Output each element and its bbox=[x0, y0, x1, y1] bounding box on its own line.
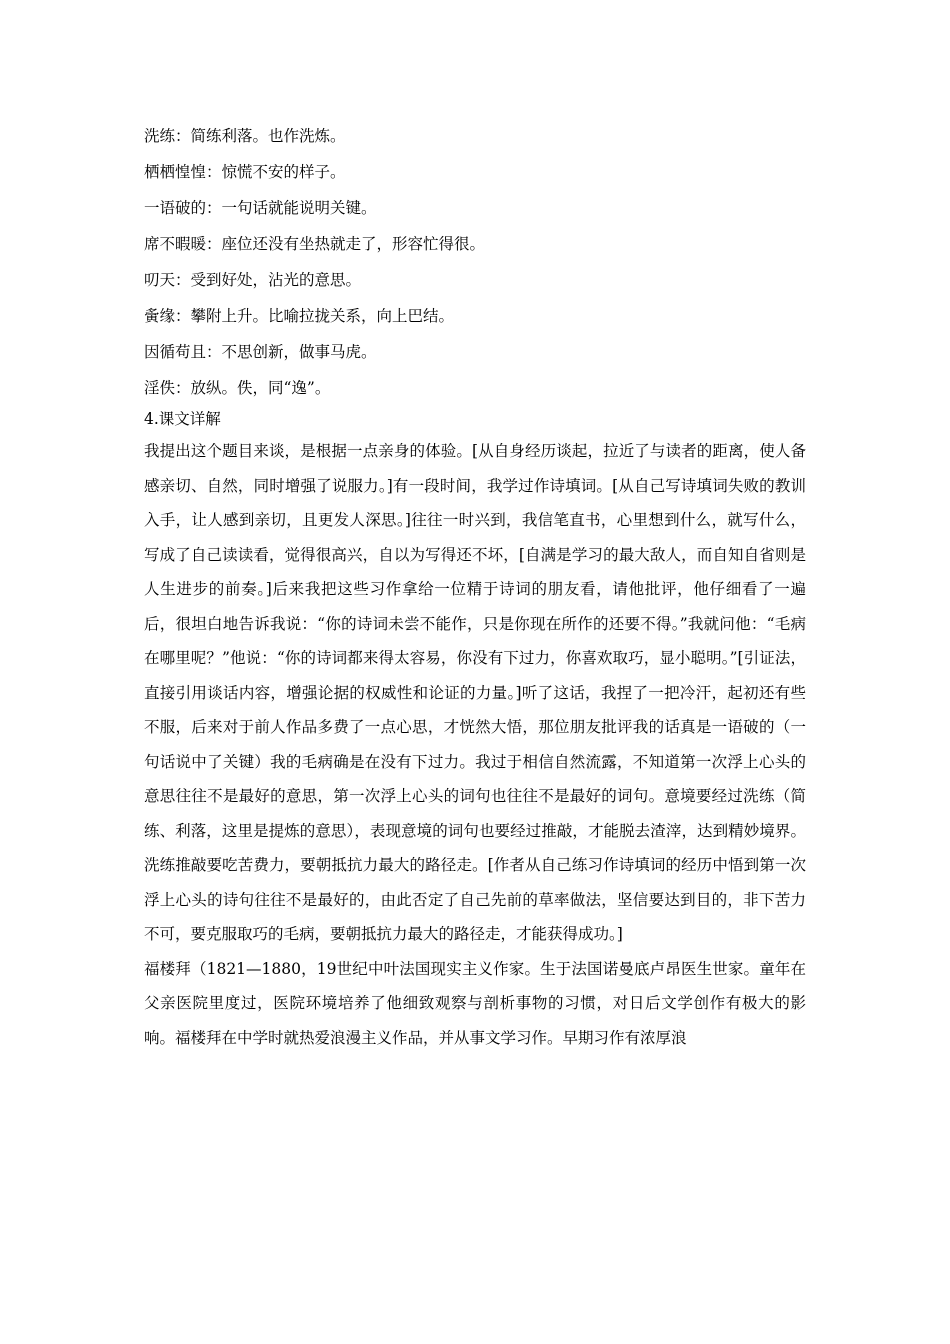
document-body bbox=[144, 118, 806, 1055]
definition-line: 叨天：受到好处，沾光的意思。 bbox=[144, 271, 362, 289]
paragraph-flaubert: 福楼拜（1821—1880，19世纪中叶法国现实主义作家。生于法国诺曼底卢昂医生世家。童年在父亲医院里度过，医院环境培养了他细致观察与剖析事物的习惯，对日后文学创作有极大的影响。福楼拜在中学时就热爱浪漫主义作品，并从事文学习作。早期习作有浓厚浪 bbox=[144, 959, 806, 1047]
definition-line: 因循苟且：不思创新，做事马虎。 bbox=[144, 343, 377, 361]
definition-line: 栖栖惶惶：惊慌不安的样子。 bbox=[144, 163, 346, 181]
definition-line: 洗练：简练利落。也作洗炼。 bbox=[144, 127, 346, 145]
definition-line: 席不暇暖：座位还没有坐热就走了，形容忙得很。 bbox=[144, 235, 486, 253]
definition-line: 一语破的：一句话就能说明关键。 bbox=[144, 199, 377, 217]
paragraph-text-explanation: 我提出这个题目来谈，是根据一点亲身的体验。[从自身经历谈起，拉近了与读者的距离，使人备感亲切、自然，同时增强了说服力。]有一段时间，我学过作诗填词。[从自己写诗填词失败的教训入手，让人感到亲切，且更发人深思。]往往一时兴到，我信笔直书，心里想到什么，就写什么，写成了自己读读看，觉得很高兴，自以为写得还不坏，[自满是学习的最大敌人，而自知自省则是人生进步的前奏。]后来我把这些习作拿给一位精于诗词的朋友看，请他批评，他仔细看了一遍后，很坦白地告诉我说：“你的诗词未尝不能作，只是你现在所作的还要不得。”我就问他：“毛病在哪里呢？”他说：“你的诗词都来得太容易，你没有下过力，你喜欢取巧，显小聪明。”[引证法，直接引用谈话内容，增强论据的权威性和论证的力量。]听了这话，我捏了一把冷汗，起初还有些不服，后来对于前人作品多费了一点心思，才恍然大悟，那位朋友批评我的话真是一语破的（一句话说中了关键）我的毛病确是在没有下过力。我过于相信自然流露，不知道第一次浮上心头的意思往往不是最好的意思，第一次浮上心头的词句也往往不是最好的词句。意境要经过洗练（简练、利落，这里是提炼的意思），表现意境的词句也要经过推敲，才能脱去渣滓，达到精妙境界。洗练推敲要吃苦费力，要朝抵抗力最大的路径走。[作者从自己练习作诗填词的经历中悟到第一次浮上心头的诗句往往不是最好的，由此否定了自己先前的草率做法，坚信要达到目的，非下苦力不可，要克服取巧的毛病，要朝抵抗力最大的路径走，才能获得成功。] bbox=[144, 442, 806, 943]
definition-line: 淫佚：放纵。佚，同“逸”。 bbox=[144, 379, 331, 397]
section-heading: 4.课文详解 bbox=[144, 410, 221, 428]
definition-line: 夤缘：攀附上升。比喻拉拢关系，向上巴结。 bbox=[144, 307, 455, 325]
